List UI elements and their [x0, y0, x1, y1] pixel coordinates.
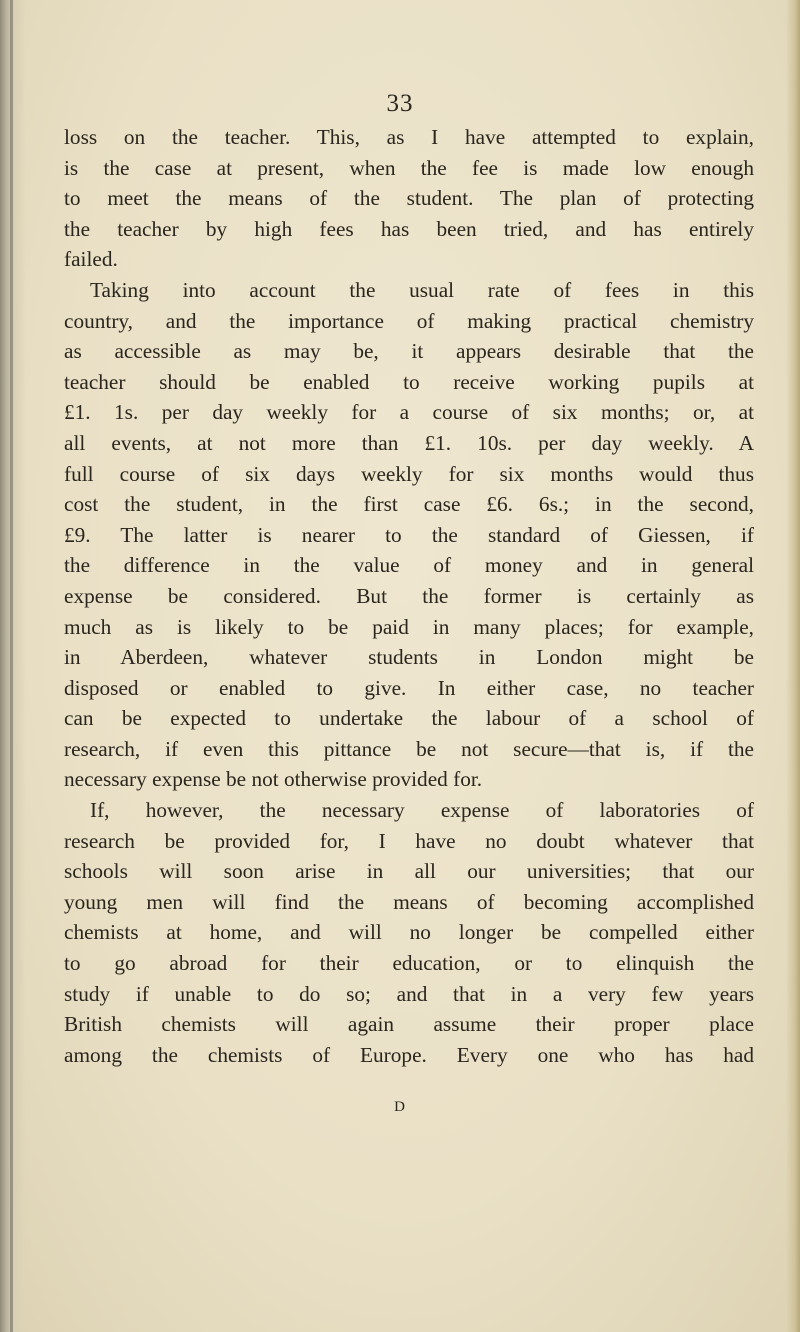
text-line: chemists at home, and will no longer be compelled either [64, 920, 754, 945]
page-number: 33 [386, 90, 414, 117]
text-line: the teacher by high fees has been tried, and has entirely [64, 216, 754, 241]
text-line: cost the student, in the first case £6. 6s.; in the second, [64, 492, 754, 517]
page-edge [786, 0, 800, 1332]
text-line: schools will soon arise in all our universities; that our [64, 859, 754, 884]
text-line: young men will find the means of becoming accomplished [64, 889, 754, 914]
text-line: expense be considered. But the former is certainly as [64, 583, 754, 608]
signature-mark: D [394, 1099, 406, 1115]
text-line: in Aberdeen, whatever students in London might be [64, 645, 754, 670]
text-line: Taking into account the usual rate of fees in this [90, 277, 754, 302]
text-line: among the chemists of Europe. Every one who has had [64, 1042, 754, 1067]
text-line: research, if even this pittance be not secure—that is, if the [64, 736, 754, 761]
text-line: research be provided for, I have no doubt whatever that [64, 828, 754, 853]
text-line: as accessible as may be, it appears desirable that the [64, 339, 754, 364]
text-line: to go abroad for their education, or to elinquish the [64, 951, 754, 976]
text-line: British chemists will again assume their proper place [64, 1012, 754, 1037]
text-line: study if unable to do so; and that in a very few years [64, 981, 754, 1006]
text-line: disposed or enabled to give. In either case, no teacher [64, 675, 754, 700]
text-line: £9. The latter is nearer to the standard of Giessen, if [64, 522, 754, 547]
text-line: loss on the teacher. This, as I have attempted to explain, [64, 125, 754, 149]
text-line: all events, at not more than £1. 10s. per day weekly. A [64, 430, 754, 455]
text-line: £1. 1s. per day weekly for a course of six months; or, at [64, 400, 754, 425]
text-line: If, however, the necessary expense of laboratories of [90, 798, 754, 823]
binding-shadow [0, 0, 26, 1332]
text-line: the difference in the value of money and in general [64, 553, 754, 578]
text-line: necessary expense be not otherwise provided for. [64, 767, 483, 792]
text-line: can be expected to undertake the labour of a school of [64, 706, 754, 731]
body-text [64, 122, 754, 1070]
text-line: teacher should be enabled to receive working pupils at [64, 369, 754, 394]
text-line: country, and the importance of making practical chemistry [64, 308, 754, 333]
text-line: failed. [64, 247, 118, 272]
binding-line [10, 0, 13, 1332]
text-line: to meet the means of the student. The plan of protecting [64, 186, 754, 211]
text-line: much as is likely to be paid in many places; for example, [64, 614, 754, 639]
text-line: full course of six days weekly for six months would thus [64, 461, 754, 486]
text-line: is the case at present, when the fee is made low enough [64, 155, 754, 180]
